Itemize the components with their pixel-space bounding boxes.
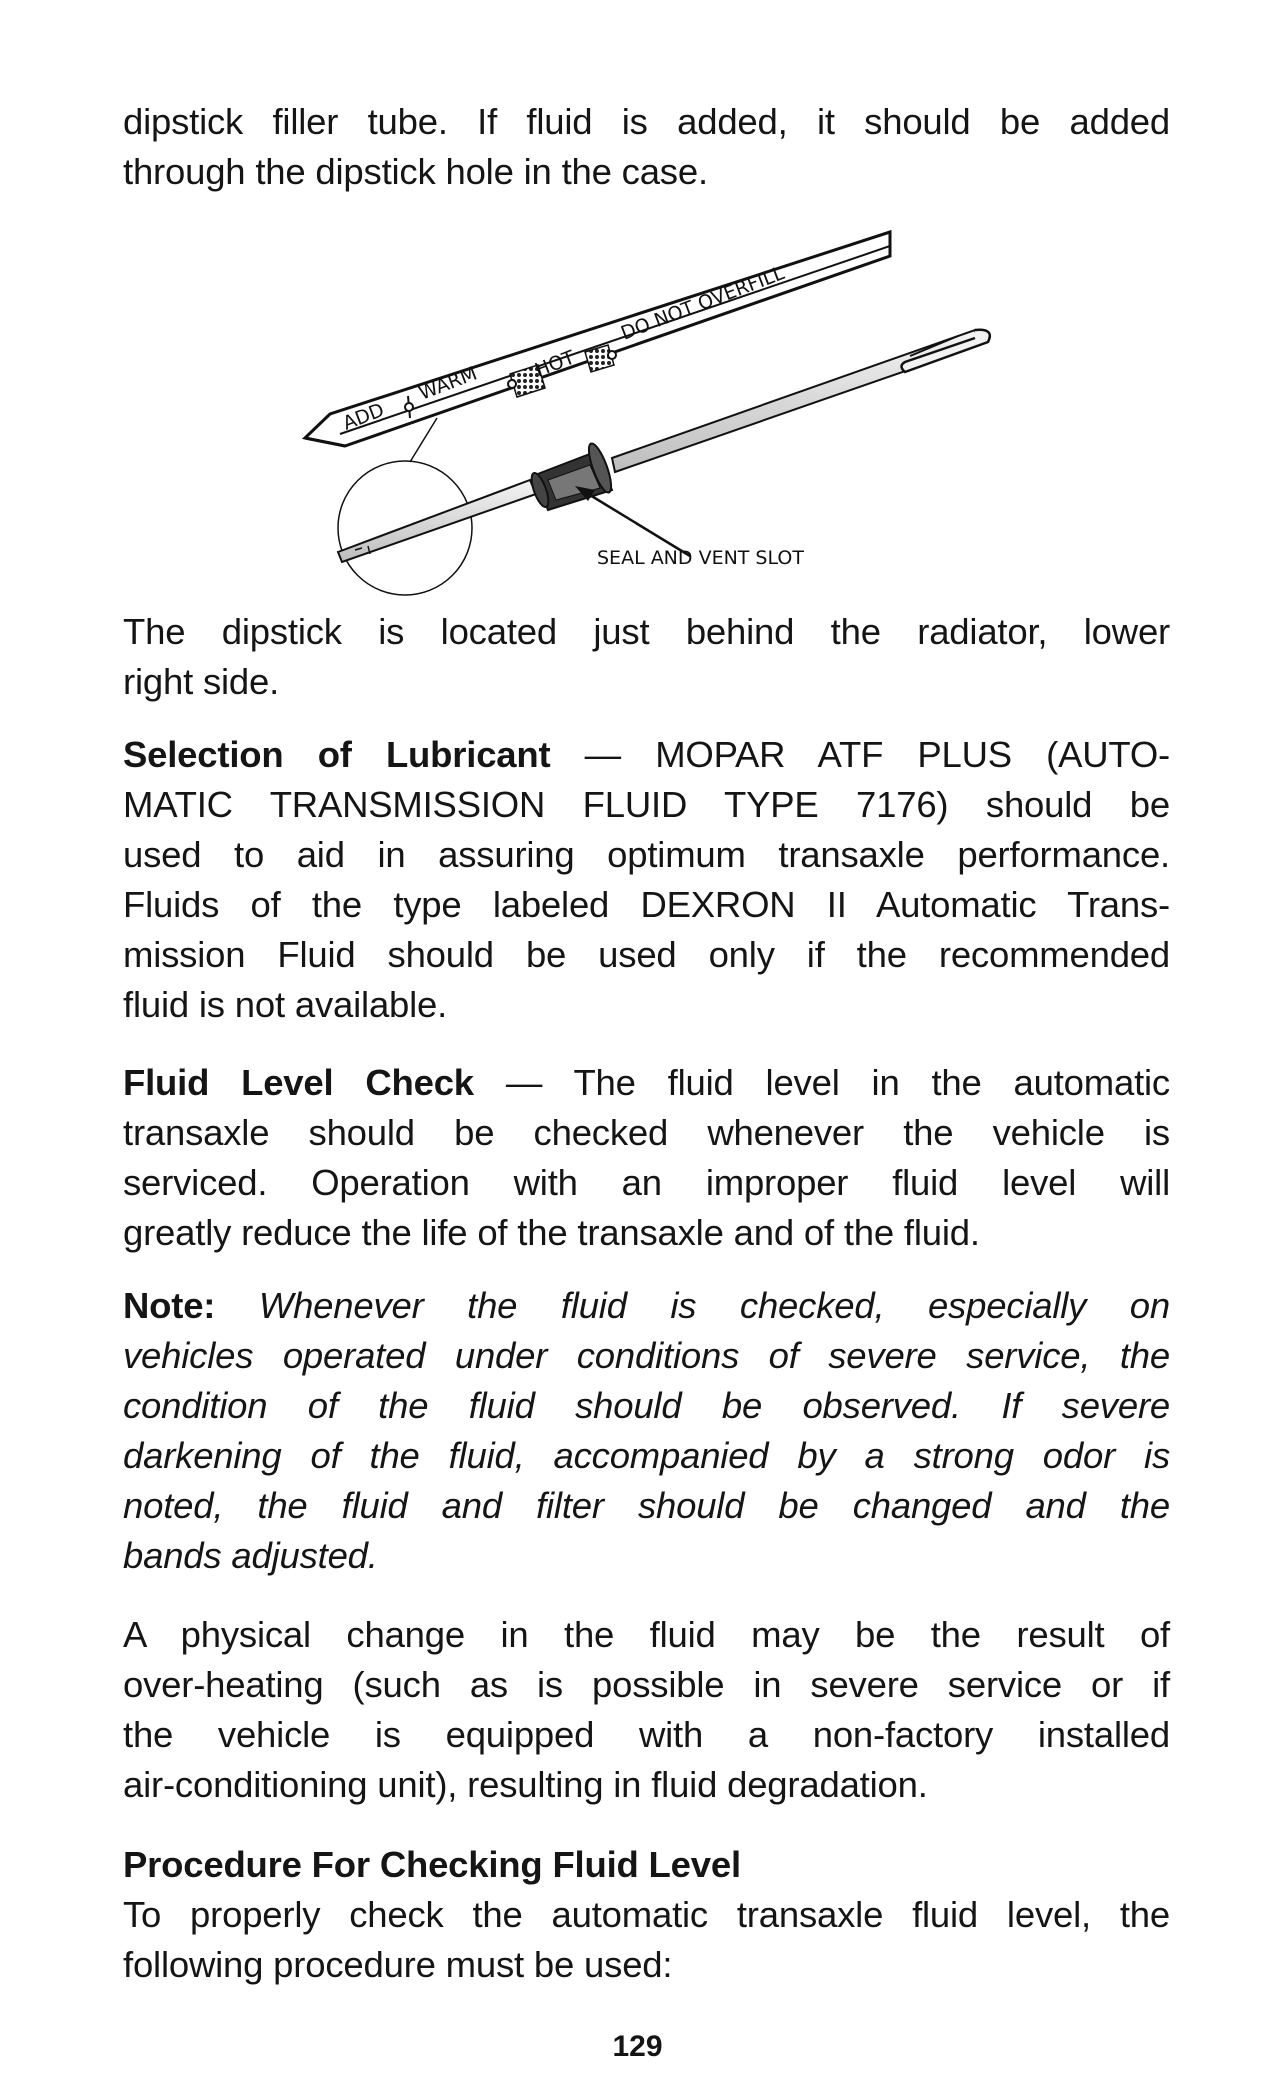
location-paragraph: [123, 607, 1170, 707]
text-line: mission Fluid should be used only if the recommended: [123, 934, 1170, 975]
text-line: MOPAR ATF PLUS (AUTO-: [620, 734, 1170, 775]
em-dash: —: [584, 734, 621, 775]
text-line: bands adjusted.: [123, 1535, 378, 1576]
text-line: Whenever the fluid is checked, especially on: [215, 1285, 1170, 1326]
procedure-section: [123, 1840, 1170, 1990]
text-line: air-conditioning unit), resulting in fluid degradation.: [123, 1764, 928, 1805]
text-line: condition of the fluid should be observed. If severe: [123, 1385, 1170, 1426]
text-line: To properly check the automatic transaxle fluid level, the: [123, 1894, 1170, 1935]
em-dash: —: [505, 1062, 543, 1103]
text-line: vehicles operated under conditions of severe service, the: [123, 1335, 1170, 1376]
dipstick-illustration: [0, 0, 1275, 640]
level-check-paragraph: [123, 1058, 1170, 1258]
level-check-heading: Fluid Level Check: [123, 1062, 474, 1103]
note-label: Note:: [123, 1285, 216, 1326]
callout-label: SEAL AND VENT SLOT: [597, 547, 804, 569]
blade-label-do-not-overfill: DO NOT OVERFILL: [617, 262, 788, 345]
text-line: fluid is not available.: [123, 984, 448, 1025]
lubricant-heading: Selection of Lubricant: [123, 734, 551, 775]
physical-change-paragraph: [123, 1610, 1170, 1810]
dipstick-rod: [338, 330, 990, 562]
text-line: greatly reduce the life of the transaxle and of the fluid.: [123, 1212, 980, 1253]
text-line: A physical change in the fluid may be the result of: [123, 1614, 1170, 1655]
text-line: used to aid in assuring optimum transaxle performance.: [123, 834, 1170, 875]
text-line: The fluid level in the automatic: [542, 1062, 1170, 1103]
text-line: dipstick filler tube. If fluid is added, it should be added: [123, 101, 1170, 142]
blade-label-warm: WARM: [415, 362, 481, 405]
text-line: following procedure must be used:: [123, 1944, 673, 1985]
text-line: serviced. Operation with an improper fluid level will: [123, 1162, 1170, 1203]
text-line: darkening of the fluid, accompanied by a strong odor is: [123, 1435, 1170, 1476]
dipstick-blade: [305, 232, 890, 446]
procedure-heading: Procedure For Checking Fluid Level: [123, 1844, 741, 1885]
text-line: the vehicle is equipped with a non-factory installed: [123, 1714, 1170, 1755]
lubricant-paragraph: [123, 730, 1170, 1030]
text-line: over-heating (such as is possible in severe service or if: [123, 1664, 1170, 1705]
text-line: through the dipstick hole in the case.: [123, 151, 708, 192]
text-line: MATIC TRANSMISSION FLUID TYPE 7176) should be: [123, 784, 1170, 825]
text-line: The dipstick is located just behind the radiator, lower: [123, 611, 1170, 652]
page-number: 129: [612, 2030, 663, 2063]
text-line: transaxle should be checked whenever the vehicle is: [123, 1112, 1170, 1153]
text-line: right side.: [123, 661, 280, 702]
text-line: Fluids of the type labeled DEXRON II Automatic Trans-: [123, 884, 1170, 925]
note-paragraph: [123, 1281, 1170, 1581]
leader-line: [410, 418, 437, 462]
callout-arrow: [575, 486, 690, 556]
blade-label-hot: HOT: [531, 346, 578, 382]
blade-label-add: ADD: [339, 398, 388, 435]
text-line: noted, the fluid and filter should be changed and the: [123, 1485, 1170, 1526]
